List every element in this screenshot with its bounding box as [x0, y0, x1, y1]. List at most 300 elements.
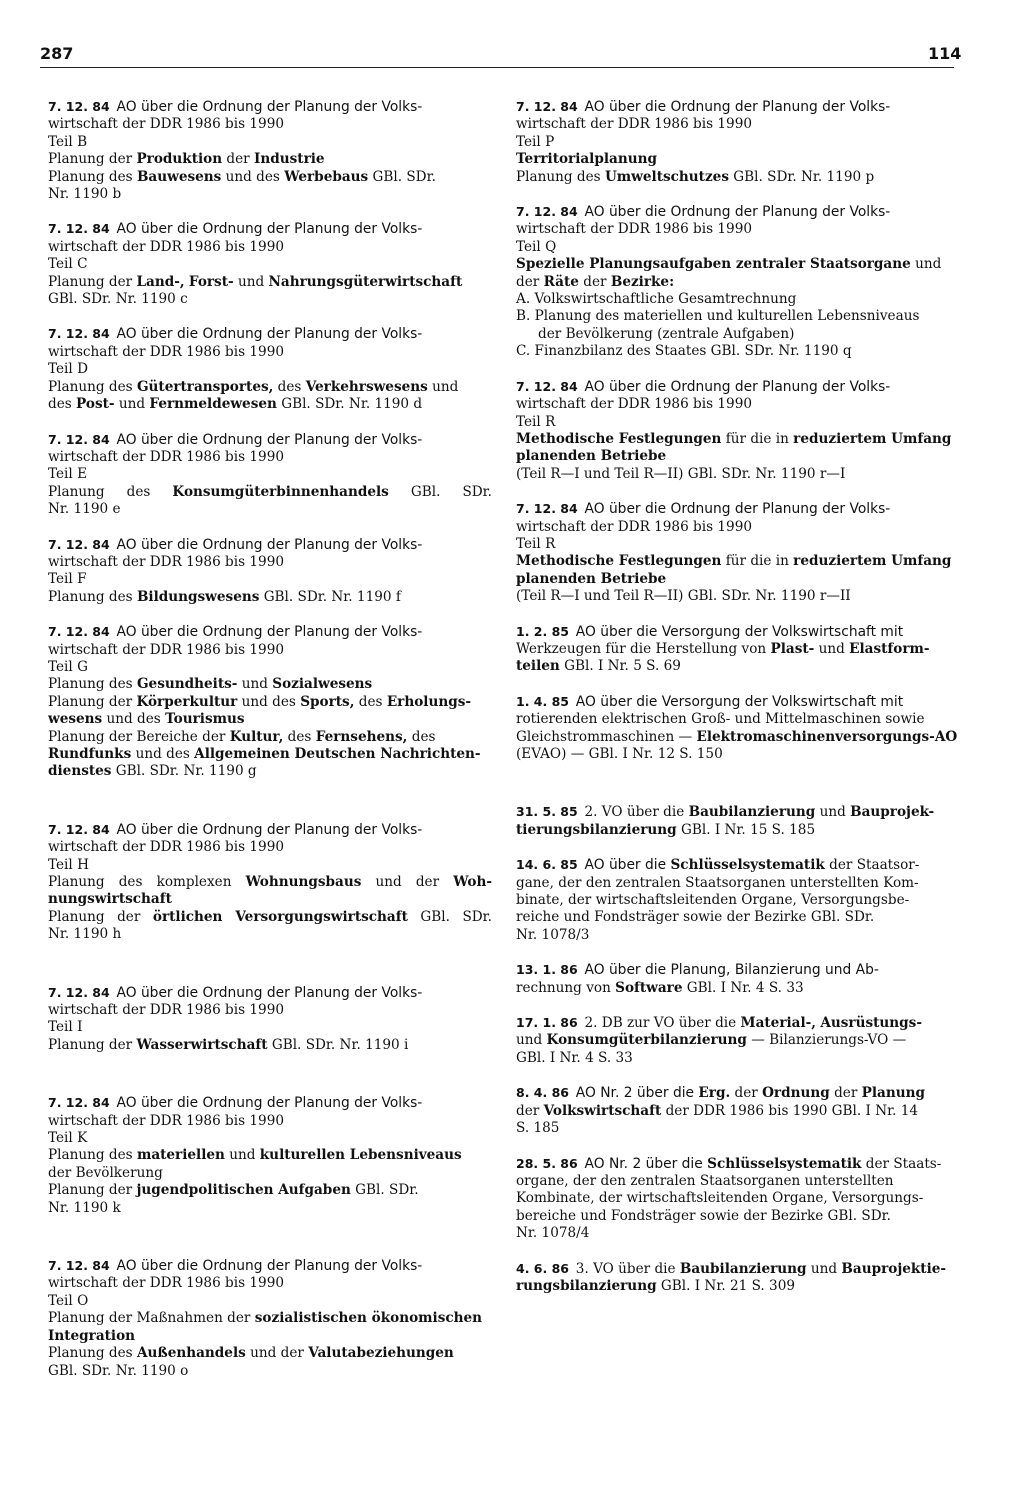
entry-line — [48, 1182, 492, 1199]
entry-line — [48, 694, 492, 711]
entry-text: AO über die Ordnung der Planung der Volks- — [584, 378, 891, 395]
entry-text: Gleichstrommaschinen — — [516, 728, 697, 745]
entry-line — [48, 1130, 492, 1147]
entry-text: S. 185 — [516, 1120, 560, 1137]
entry-first-line — [48, 623, 492, 641]
entry-date: 13. 1. 86 — [516, 962, 578, 978]
entry-line — [516, 729, 962, 746]
entry-date: 7. 12. 84 — [48, 1095, 110, 1111]
entry-text: Teil C — [48, 256, 88, 273]
entry-text: der — [516, 1102, 544, 1119]
entry-line — [48, 1002, 492, 1019]
entry-line — [516, 711, 962, 728]
entry-text: 2. DB zur VO über die — [584, 1015, 741, 1032]
bold-term: Spezielle Planungsaufgaben zentraler Staatsorgane — [516, 256, 911, 273]
entry-text: wirtschaft der DDR 1986 bis 1990 — [516, 221, 752, 238]
entry-line — [516, 291, 962, 308]
entry-line — [516, 980, 962, 997]
entry-text: gane, der den zentralen Staatsorganen unterstellten Kom- — [516, 874, 919, 891]
entry-date: 7. 12. 84 — [516, 378, 578, 394]
entry-text: AO über die Ordnung der Planung der Volks- — [116, 536, 423, 553]
entry-text: (EVAO) — GBl. I Nr. 12 S. 150 — [516, 746, 723, 762]
entry-text: AO über die Ordnung der Planung der Volks- — [584, 501, 891, 518]
entry-line — [48, 891, 492, 908]
entry — [516, 856, 962, 944]
entry-first-line — [48, 536, 492, 554]
bold-term: reduziertem Umfang — [793, 430, 952, 447]
entry-line — [516, 519, 962, 536]
entry-text: und — [815, 804, 851, 821]
entry-date: 7. 12. 84 — [48, 99, 110, 114]
bold-term: Sozialwesens — [272, 676, 373, 693]
entry-date: 7. 12. 84 — [516, 204, 578, 220]
bold-term: Nahrungsgüterwirtschaft — [268, 273, 463, 290]
entry — [48, 821, 492, 944]
entry-text: und — [233, 273, 269, 290]
entry-line — [48, 449, 492, 466]
entry-first-line — [516, 500, 962, 518]
entry — [48, 984, 492, 1055]
entry-line — [48, 763, 492, 780]
entry-text: — Bilanzierungs-VO — — [746, 1032, 907, 1049]
entry-line — [516, 466, 962, 483]
entry-line — [48, 729, 492, 746]
entry-text: der — [222, 151, 254, 168]
entry-text: GBl. I Nr. 4 S. 33 — [682, 979, 804, 996]
entry-text: der — [730, 1085, 763, 1102]
entry-line — [48, 116, 492, 133]
entry-text: Nr. 1078/4 — [516, 1225, 590, 1242]
entry-text: GBl. SDr. Nr. 1190 i — [267, 1036, 409, 1053]
entry-first-line — [516, 1260, 962, 1278]
entry-line — [516, 1225, 962, 1242]
entry-first-line — [516, 1014, 962, 1032]
bold-term: Konsumgüterbinnenhandels — [172, 483, 389, 500]
entry-date: 7. 12. 84 — [48, 624, 110, 640]
entry — [516, 98, 962, 186]
entry — [516, 500, 962, 605]
entry-text: der Bevölkerung (zentrale Aufgaben) — [538, 325, 795, 342]
entry-text: AO über die Ordnung der Planung der Volks- — [116, 99, 423, 115]
entry-date: 1. 4. 85 — [516, 693, 569, 709]
entry-text: AO Nr. 2 über die — [575, 1085, 699, 1102]
bold-term: Material-, — [740, 1015, 816, 1032]
entry-text: C. Finanzbilanz des Staates GBl. SDr. Nr. 1190 q — [516, 343, 852, 360]
entry-line — [516, 256, 962, 273]
entry — [48, 1257, 492, 1380]
entry-line — [516, 909, 962, 926]
entry — [516, 693, 962, 764]
entry-text: binate, der wirtschaftsleitenden Organe, Versorgungsbe- — [516, 892, 910, 909]
entry-first-line — [516, 856, 962, 874]
entry-line — [48, 874, 492, 891]
entry-line — [516, 1050, 962, 1067]
entry-text: AO über die Ordnung der Planung der Volks- — [116, 821, 423, 838]
entry-text: GBl. I Nr. 5 S. 69 — [559, 658, 681, 675]
entry-line — [516, 169, 962, 186]
entry-text: der Staats- — [861, 1155, 942, 1172]
entry-text: AO über die Ordnung der Planung der Volks- — [116, 984, 423, 1001]
bold-term: Land-, — [136, 273, 185, 290]
entry-text: Nr. 1190 b — [48, 186, 122, 203]
entry-text: GBl. SDr. Nr. 1190 d — [276, 396, 423, 413]
bold-term: rungsbilanzierung — [516, 1277, 657, 1294]
entry-date: 7. 12. 84 — [48, 431, 110, 447]
bold-term: Territorialplanung — [516, 151, 657, 168]
bold-term: jugendpolitischen Aufgaben — [136, 1182, 351, 1199]
entry-text: GBl. SDr. — [407, 908, 492, 925]
bold-term: Bauprojek- — [850, 804, 935, 821]
entry-first-line — [48, 220, 492, 238]
entry-text: wirtschaft der DDR 1986 bis 1990 — [48, 448, 284, 465]
entry-text: rechnung von — [516, 979, 616, 996]
entry — [516, 378, 962, 483]
entry-text: Planung der Bereiche der — [48, 728, 230, 745]
bold-term: Post- — [76, 396, 115, 413]
entry-text: Teil R — [516, 413, 556, 430]
entry-text: GBl. SDr. — [388, 483, 492, 500]
entry-date: 7. 12. 84 — [48, 1258, 110, 1274]
bold-term: Werbebaus — [284, 168, 369, 185]
entry-line — [48, 239, 492, 256]
entry — [516, 623, 962, 676]
bold-term: planenden Betriebe — [516, 570, 667, 587]
entry-first-line — [516, 1155, 962, 1173]
entry-line — [516, 343, 962, 360]
entry-text: des — [407, 728, 436, 745]
entry-text: wirtschaft der DDR 1986 bis 1990 — [48, 116, 284, 133]
entry-text: des — [273, 378, 306, 395]
entry-line — [516, 658, 962, 675]
entry-text: Teil O — [48, 1292, 89, 1309]
entry-first-line — [516, 803, 962, 821]
entry-text: Planung des — [48, 1345, 137, 1362]
bold-term: Außenhandels — [136, 1345, 246, 1362]
bold-term: Körperkultur — [136, 693, 238, 710]
bold-term: teilen — [516, 658, 560, 675]
bold-term: reduziertem Umfang — [793, 553, 952, 570]
entry-text: bereiche und Fondsträger sowie der Bezirke GBl. SDr. — [516, 1207, 891, 1224]
entry-line — [516, 875, 962, 892]
bold-term: Integration — [48, 1327, 136, 1344]
entry-text: Werkzeugen für die Herstellung von — [516, 640, 771, 657]
entry-line — [48, 676, 492, 693]
bold-term: Gütertransportes, — [136, 378, 274, 395]
entry-line — [516, 326, 962, 343]
entry-text: Planung der — [48, 908, 153, 925]
entry-first-line — [48, 984, 492, 1002]
entry-line — [516, 571, 962, 588]
entry-text: 2. VO über die — [584, 804, 689, 821]
entry-line — [48, 857, 492, 874]
entry-line — [516, 221, 962, 238]
bold-term: Allgemeinen Deutschen Nachrichten- — [194, 745, 481, 762]
entry-line — [48, 554, 492, 571]
entry-date: 4. 6. 86 — [516, 1260, 569, 1276]
bold-term: dienstes — [48, 763, 112, 780]
bold-term: Fernsehens, — [315, 728, 408, 745]
entry-text: Planung der — [48, 151, 137, 168]
entry-text: und — [224, 1147, 260, 1164]
entry-line — [516, 414, 962, 431]
entry-text: AO über die Ordnung der Planung der Volks- — [116, 1095, 423, 1112]
entry-text: (Teil R—I und Teil R—II) GBl. SDr. Nr. 1190 r—II — [516, 588, 851, 605]
entry-line — [516, 1208, 962, 1225]
bold-term: Valutabeziehungen — [308, 1345, 454, 1362]
entry-date: 7. 12. 84 — [48, 984, 110, 1000]
entry-text: GBl. I Nr. 21 S. 309 — [656, 1277, 796, 1294]
entry-text: GBl. SDr. Nr. 1190 g — [111, 763, 257, 780]
entry-line — [48, 711, 492, 728]
entry-text: und — [114, 396, 150, 413]
entry-text: GBl. SDr. Nr. 1190 p — [728, 168, 875, 185]
entry-first-line — [516, 98, 962, 116]
entry-line — [516, 1103, 962, 1120]
entry-line — [516, 1278, 962, 1295]
bold-term: Bauwesens — [136, 168, 222, 185]
entry-text: Teil D — [48, 361, 88, 378]
bold-term: Erg. — [698, 1085, 731, 1102]
entry-line — [48, 1113, 492, 1130]
entry-line — [516, 553, 962, 570]
entry-line — [516, 892, 962, 909]
entry-text: Teil Q — [516, 238, 557, 255]
entry-text: reiche und Fondsträger sowie der Bezirke GBl. SDr. — [516, 909, 875, 926]
entry-text: B. Planung des materiellen und kulturellen Lebensniveaus — [516, 308, 920, 325]
entry — [516, 961, 962, 997]
entry-line — [48, 1345, 492, 1362]
entry-text: GBl. SDr. Nr. 1190 o — [48, 1362, 189, 1379]
bold-term: Baubilanzierung — [688, 804, 816, 821]
entry-line — [48, 291, 492, 308]
entry-date: 8. 4. 86 — [516, 1085, 569, 1101]
bold-term: Software — [615, 979, 683, 996]
entry-line — [516, 396, 962, 413]
entry-date: 7. 12. 84 — [48, 326, 110, 342]
entry-date: 7. 12. 84 — [48, 821, 110, 837]
entry-line — [48, 642, 492, 659]
entry-date: 1. 2. 85 — [516, 623, 569, 639]
entry-text: AO über die Ordnung der Planung der Volks- — [116, 624, 423, 641]
bold-term: Erholungs- — [386, 693, 472, 710]
entry-date: 17. 1. 86 — [516, 1015, 578, 1031]
entry-text: wirtschaft der DDR 1986 bis 1990 — [516, 116, 752, 133]
entry-text: und der — [361, 874, 454, 891]
entry-line — [48, 484, 492, 501]
entry-line — [48, 1147, 492, 1164]
entry-line — [48, 274, 492, 291]
entry-text: und — [427, 378, 459, 395]
entry — [516, 1084, 962, 1137]
entry-date: 28. 5. 86 — [516, 1155, 578, 1171]
entry-text: Planung der Maßnahmen der — [48, 1310, 255, 1327]
entry-first-line — [516, 693, 962, 711]
entry-line — [516, 588, 962, 605]
bold-term: Produktion — [136, 151, 223, 168]
bold-term: Tourismus — [165, 711, 245, 728]
entry-text: Teil R — [516, 535, 556, 552]
entry-first-line — [48, 431, 492, 449]
entry — [48, 98, 492, 203]
entry-text: wirtschaft der DDR 1986 bis 1990 — [48, 839, 284, 856]
entry — [516, 1260, 962, 1296]
bold-term: Bezirke: — [610, 273, 675, 290]
entry-line — [516, 1120, 962, 1137]
entry-text: wirtschaft der DDR 1986 bis 1990 — [48, 238, 284, 255]
entry-first-line — [48, 325, 492, 343]
entry-line — [48, 659, 492, 676]
entry-line — [48, 501, 492, 518]
entry-text: und des — [237, 693, 301, 710]
entry-text: Nr. 1190 k — [48, 1199, 121, 1216]
entry-line — [48, 1165, 492, 1182]
entry-text: wirtschaft der DDR 1986 bis 1990 — [48, 1112, 284, 1129]
bold-term: wesens — [48, 711, 103, 728]
entry-text: wirtschaft der DDR 1986 bis 1990 — [516, 518, 752, 535]
entry — [48, 220, 492, 308]
entry-line — [48, 1200, 492, 1217]
bold-term: Verkehrswesens — [305, 378, 428, 395]
entry-line — [48, 926, 492, 943]
entry-text: und des — [102, 711, 166, 728]
entry-text: wirtschaft der DDR 1986 bis 1990 — [48, 1275, 284, 1292]
entry — [48, 431, 492, 519]
bold-term: kulturellen Lebensniveaus — [259, 1147, 462, 1164]
entry-line — [516, 1190, 962, 1207]
entry-text: wirtschaft der DDR 1986 bis 1990 — [516, 396, 752, 413]
entry-text: Planung des — [48, 168, 137, 185]
bold-term: Sports, — [300, 693, 355, 710]
entry-text: Planung des — [48, 676, 137, 693]
entry-text: wirtschaft der DDR 1986 bis 1990 — [48, 1002, 284, 1019]
entry-text: AO über die Ordnung der Planung der Volks- — [116, 221, 423, 238]
entry-line — [516, 536, 962, 553]
entry-text: Teil H — [48, 856, 89, 873]
entry-line — [48, 1293, 492, 1310]
entry-text: der Staatsor- — [824, 857, 920, 874]
entry-text: und des — [221, 168, 285, 185]
entry-text: Planung des — [516, 168, 605, 185]
entry-line — [48, 1363, 492, 1380]
entry-line — [48, 169, 492, 186]
entry-line — [48, 571, 492, 588]
entry-line — [48, 361, 492, 378]
entry-first-line — [516, 1084, 962, 1102]
bold-term: Gesundheits- — [136, 676, 238, 693]
entry-text: Planung des — [48, 1147, 137, 1164]
entry-text: des — [354, 693, 387, 710]
entry-text: der — [516, 273, 544, 290]
entry-line — [516, 927, 962, 944]
entry-text: der DDR 1986 bis 1990 GBl. I Nr. 14 — [661, 1102, 919, 1119]
entry-text: des — [48, 396, 77, 413]
bold-term: Ausrüstungs- — [820, 1015, 922, 1032]
entry-line — [48, 1310, 492, 1327]
entry-text: wirtschaft der DDR 1986 bis 1990 — [48, 553, 284, 570]
right-column — [516, 98, 962, 1312]
entry-line — [48, 151, 492, 168]
entry-text: für die in — [721, 553, 794, 570]
bold-term: Fernmeldewesen — [149, 396, 277, 413]
entry-text: AO über die Planung, Bilanzierung und Ab- — [584, 962, 879, 979]
entry-date: 7. 12. 84 — [516, 99, 578, 114]
entry-text: AO über die Versorgung der Volkswirtschaft mit — [575, 623, 904, 640]
entry-text: Kombinate, der wirtschaftsleitenden Organe, Versorgungs- — [516, 1190, 924, 1207]
bold-term: Kultur, — [229, 728, 284, 745]
entry-first-line — [516, 623, 962, 641]
entry-text: Planung der — [48, 693, 137, 710]
bold-term: Elektromaschinenversorgungs-AO — [696, 728, 958, 745]
entry-line — [516, 116, 962, 133]
entry-text: GBl. I Nr. 15 S. 185 — [676, 821, 816, 838]
entry-text: GBl. SDr. — [368, 168, 436, 185]
entry-text: Planung der — [48, 273, 137, 290]
entry-date: 14. 6. 85 — [516, 857, 578, 873]
entry-line — [516, 151, 962, 168]
entry-line — [48, 1275, 492, 1292]
entry-line — [48, 746, 492, 763]
entry-line — [48, 186, 492, 203]
left-column — [48, 98, 492, 1397]
header-rule — [40, 67, 954, 68]
entry-first-line — [516, 378, 962, 396]
bold-term: Methodische Festlegungen — [516, 553, 722, 570]
bold-term: sozialistischen ökonomischen — [254, 1310, 483, 1327]
entry-text: GBl. SDr. — [350, 1182, 419, 1199]
entry-line — [516, 746, 962, 763]
entry — [48, 1094, 492, 1217]
bold-term: materiellen — [136, 1147, 225, 1164]
entry-line — [516, 1173, 962, 1190]
entry-line — [48, 344, 492, 361]
entry-text: rotierenden elektrischen Groß- und Mittelmaschinen sowie — [516, 711, 925, 728]
entry-text: AO über die Ordnung der Planung der Volks- — [116, 1258, 423, 1275]
entry-text: AO über die Ordnung der Planung der Volks- — [116, 431, 423, 448]
entry-text: und — [910, 256, 942, 273]
entry-first-line — [48, 98, 492, 116]
entry-line — [48, 396, 492, 413]
entry-text: GBl. SDr. Nr. 1190 f — [259, 588, 401, 605]
entry — [516, 203, 962, 361]
entry — [516, 1155, 962, 1243]
entry-line — [516, 274, 962, 291]
entry-line — [48, 589, 492, 606]
bold-term: nungswirtschaft — [48, 891, 172, 908]
entry-line — [516, 448, 962, 465]
page-number-right: 114 — [928, 44, 962, 63]
entry-text: GBl. I Nr. 4 S. 33 — [516, 1049, 633, 1066]
bold-term: Rundfunks — [48, 745, 132, 762]
entry-text: AO über die Ordnung der Planung der Volks- — [116, 326, 423, 343]
bold-term: Industrie — [254, 151, 325, 168]
entry-text: AO über die Versorgung der Volkswirtschaft mit — [575, 693, 904, 710]
entry-text: Teil E — [48, 466, 87, 483]
entry — [516, 803, 962, 839]
entry-text: AO über die Ordnung der Planung der Volks- — [584, 99, 891, 115]
bold-term: Konsumgüterbilanzierung — [546, 1032, 747, 1049]
entry-text: Teil F — [48, 571, 87, 588]
entry-text: der — [829, 1085, 862, 1102]
entry-first-line — [516, 203, 962, 221]
entry-first-line — [48, 1257, 492, 1275]
entry-text: A. Volkswirtschaftliche Gesamtrechnung — [516, 291, 797, 308]
entry-date: 7. 12. 84 — [516, 501, 578, 517]
entry-text: und — [237, 676, 273, 693]
bold-term: Volkswirtschaft — [543, 1102, 662, 1119]
entry-first-line — [48, 1094, 492, 1112]
entry-text: der — [578, 273, 611, 290]
bold-term: Bauprojektie- — [841, 1260, 947, 1277]
